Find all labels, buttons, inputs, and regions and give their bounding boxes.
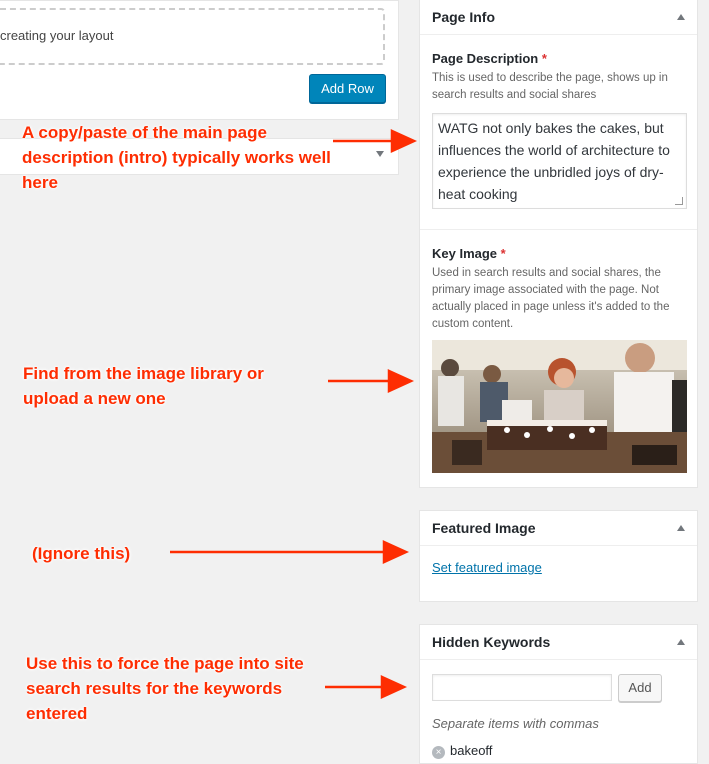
page-description-label-text: Page Description (432, 51, 539, 66)
required-mark: * (500, 246, 506, 261)
key-image-label-text: Key Image (432, 246, 498, 261)
add-keyword-button[interactable]: Add (618, 674, 662, 702)
arrow-4-head (382, 677, 404, 697)
annotation-description: A copy/paste of the main page description (intro) typically works well here (22, 123, 331, 192)
add-row-button[interactable]: Add Row (309, 74, 386, 103)
set-featured-image-link[interactable]: Set featured image (432, 560, 542, 575)
x-circle-icon[interactable]: × (432, 746, 445, 759)
hidden-keywords-title: Hidden Keywords (432, 634, 551, 650)
dropzone-text: creating your layout (0, 28, 114, 43)
featured-image-title: Featured Image (432, 520, 536, 536)
keyword-tag: bakeoff (450, 743, 493, 758)
annotation-key-image: Find from the image library or upload a new one (23, 364, 264, 408)
required-mark: * (541, 51, 547, 66)
arrow-1-head (392, 131, 414, 151)
page-description-value: WATG not only bakes the cakes, but influences the world of architecture to experience the unbridled joys of dry-heat cooking (438, 120, 670, 202)
keywords-hint: Separate items with commas (432, 716, 599, 731)
page-description-help: This is used to describe the page, shows up in search results and social shares (432, 72, 668, 101)
arrow-2-head (389, 371, 411, 391)
annotation-featured-image: (Ignore this) (32, 544, 131, 563)
annotation-keywords: Use this to force the page into site search results for the keywords entered (26, 654, 304, 723)
key-image-help: Used in search results and social shares, the primary image associated with the page. Not actually placed in page unless it's added to the custom content. (432, 267, 670, 330)
page-info-title: Page Info (432, 9, 496, 25)
arrow-3-head (384, 542, 406, 562)
